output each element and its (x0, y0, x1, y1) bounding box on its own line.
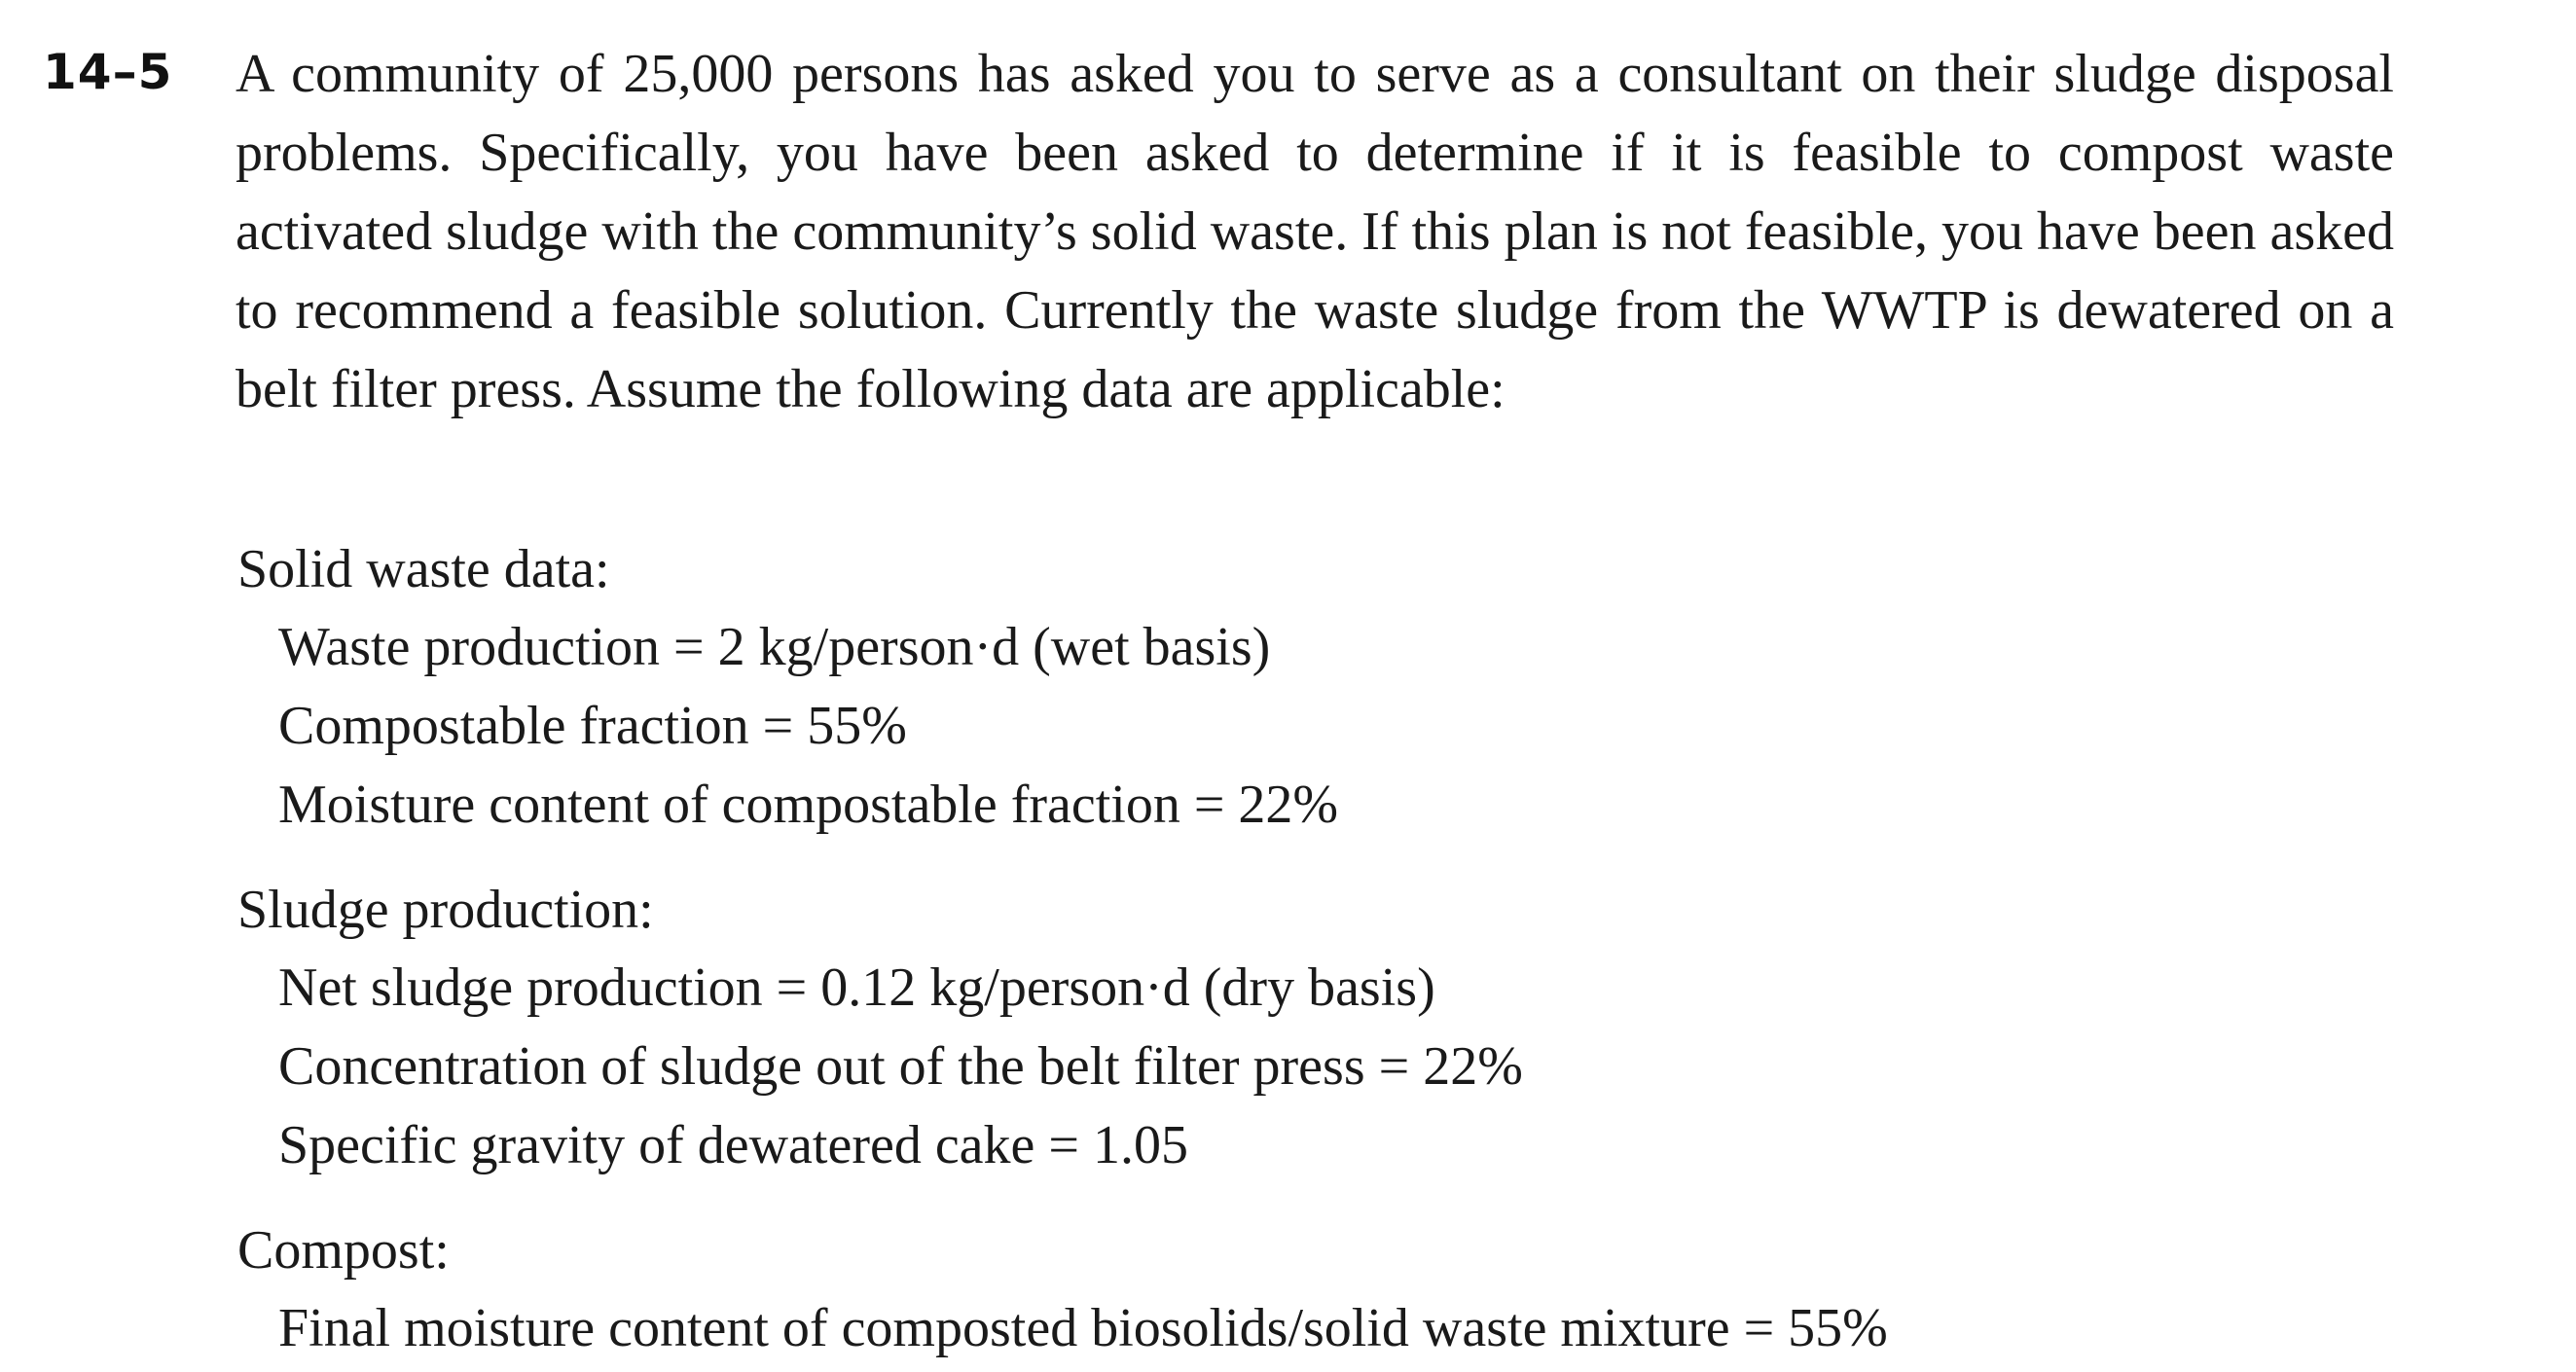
problem-statement: A community of 25,000 persons has asked you to serve as a consultant on their sludge disposal problems. Specifically, you have been asked to determine if it is feasible to compost waste activated sludge with the community’s solid waste. If this plan is not feasible, you have been asked to recommend a feasible solution. Currently the waste sludge from the WWTP is dewatered on a belt filter press. Assume the following data are applicable: (236, 44, 2394, 419)
specific-gravity-item: Specific gravity of dewatered cake = 1.05 (278, 1115, 1188, 1175)
compost-data-list (278, 1289, 1888, 1368)
moisture-content-item: Moisture content of compostable fraction = 22% (278, 775, 1339, 835)
solid-waste-heading: Solid waste data: (237, 539, 610, 599)
problem-number: 14–5 (43, 44, 173, 100)
sludge-concentration-item: Concentration of sludge out of the belt filter press = 22% (278, 1036, 1523, 1097)
final-moisture-content-item: Final moisture content of composted biosolids/solid waste mixture = 55% (278, 1298, 1888, 1358)
sludge-production-data-list (278, 949, 1523, 1185)
solid-waste-data-list (278, 608, 1338, 845)
compost-heading: Compost: (237, 1220, 450, 1281)
compostable-fraction-item: Compostable fraction = 55% (278, 696, 907, 756)
net-sludge-production-item: Net sludge production = 0.12 kg/person·d (dry basis) (278, 957, 1435, 1018)
sludge-production-heading: Sludge production: (237, 880, 654, 940)
waste-production-item: Waste production = 2 kg/person·d (wet basis) (278, 617, 1271, 677)
